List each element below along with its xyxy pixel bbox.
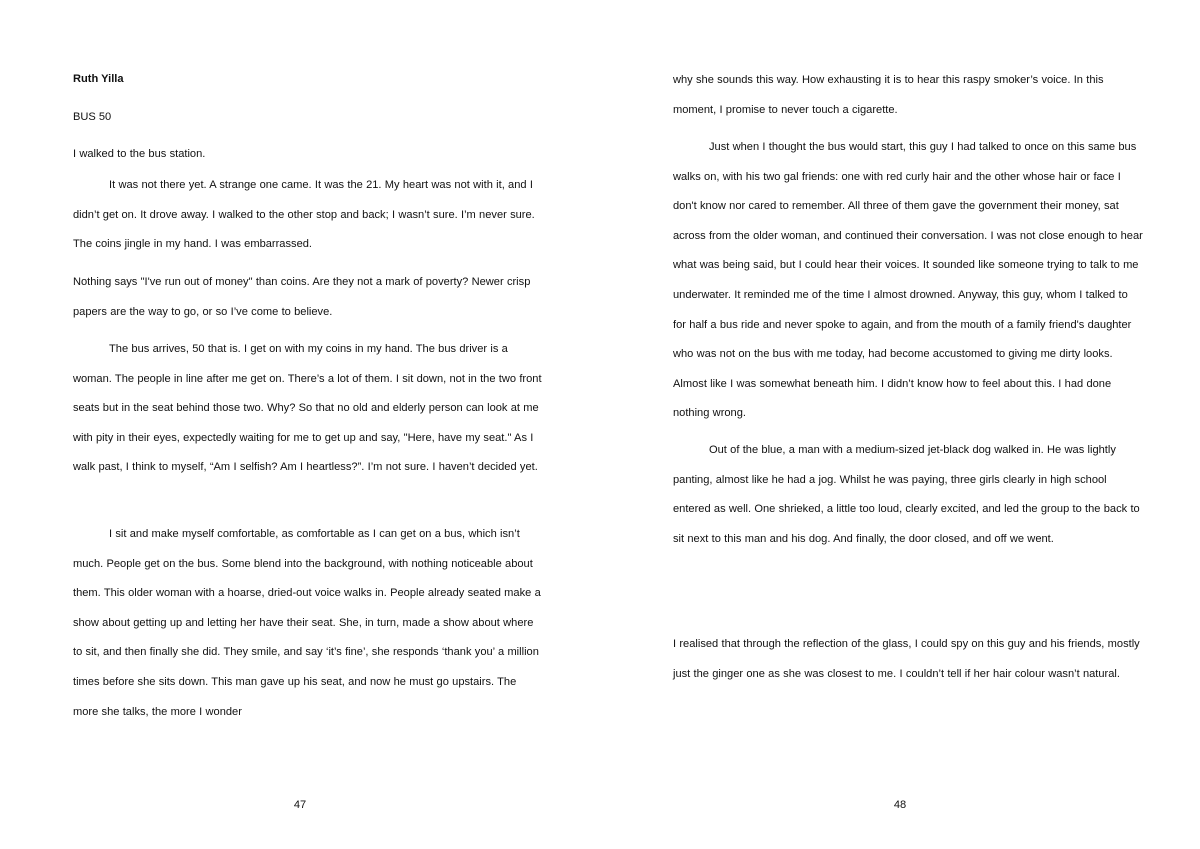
paragraph: why she sounds this way. How exhausting it is to hear this raspy smoker’s voice. In this moment, I promise to never touch a cigarette.: [673, 74, 1104, 116]
right-page: [600, 0, 1200, 849]
author-name: Ruth Yilla: [73, 73, 124, 85]
paragraph: I realised that through the reflection of the glass, I could spy on this guy and his friends, mostly just the ginger one as she was closest to me. I couldn’t tell if her hair colour wasn’t natural.: [673, 638, 1140, 680]
page-number: 47: [293, 799, 307, 811]
page-number: 48: [893, 799, 907, 811]
paragraph: Nothing says "I've run out of money" than coins. Are they not a mark of poverty? Newer crisp papers are the way to go, or so I’ve come to believe.: [73, 276, 531, 318]
paragraph: Out of the blue, a man with a medium-sized jet-black dog walked in. He was lightly panting, almost like he had a jog. Whilst he was paying, three girls clearly in high school entered as well. One shrieked, a little too loud, clearly excited, and led the group to the back to sit next to this man and his dog. And finally, the door closed, and off we went.: [673, 444, 1140, 545]
paragraph: I walked to the bus station.: [73, 148, 206, 160]
paragraph: I sit and make myself comfortable, as comfortable as I can get on a bus, which isn’t much. People get on the bus. Some blend into the background, with nothing noticeable about them. This older woman with a hoarse, dried-out voice walks in. People already seated make a show about getting up and letting her have their seat. She, in turn, made a show about where to sit, and then finally she did. They smile, and say ‘it’s fine’, she responds ‘thank you’ a million times before she sits down. This man gave up his seat, and now he must go upstairs. The more she talks, the more I wonder: [73, 528, 541, 718]
paragraph: The bus arrives, 50 that is. I get on with my coins in my hand. The bus driver is a woman. The people in line after me get on. There’s a lot of them. I sit down, not in the two front seats but in the seat behind those two. Why? So that no old and elderly person can look at me with pity in their eyes, expectedly waiting for me to get up and say, "Here, have my seat." As I walk past, I think to myself, “Am I selfish? Am I heartless?”. I’m not sure. I haven’t decided yet.: [73, 343, 542, 474]
story-title: BUS 50: [73, 111, 112, 123]
paragraph: Just when I thought the bus would start, this guy I had talked to once on this same bus walks on, with his two gal friends: one with red curly hair and the other whose hair or face I don't know nor cared to remember. All three of them gave the government their money, sat across from the older woman, and continued their conversation. I was not close enough to hear what was being said, but I could hear their voices. It sounded like someone trying to talk to me underwater. It reminded me of the time I almost drowned. Anyway, this guy, whom I talked to for half a bus ride and never spoke to again, and from the mouth of a family friend's daughter who was not on the bus with me today, had become accustomed to giving me dirty looks. Almost like I was somewhat beneath him. I didn’t know how to feel about this. I had done nothing wrong.: [673, 141, 1143, 420]
paragraph: It was not there yet. A strange one came. It was the 21. My heart was not with it, and I didn’t get on. It drove away. I walked to the other stop and back; I wasn’t sure. I’m never sure. The coins jingle in my hand. I was embarrassed.: [73, 179, 535, 251]
